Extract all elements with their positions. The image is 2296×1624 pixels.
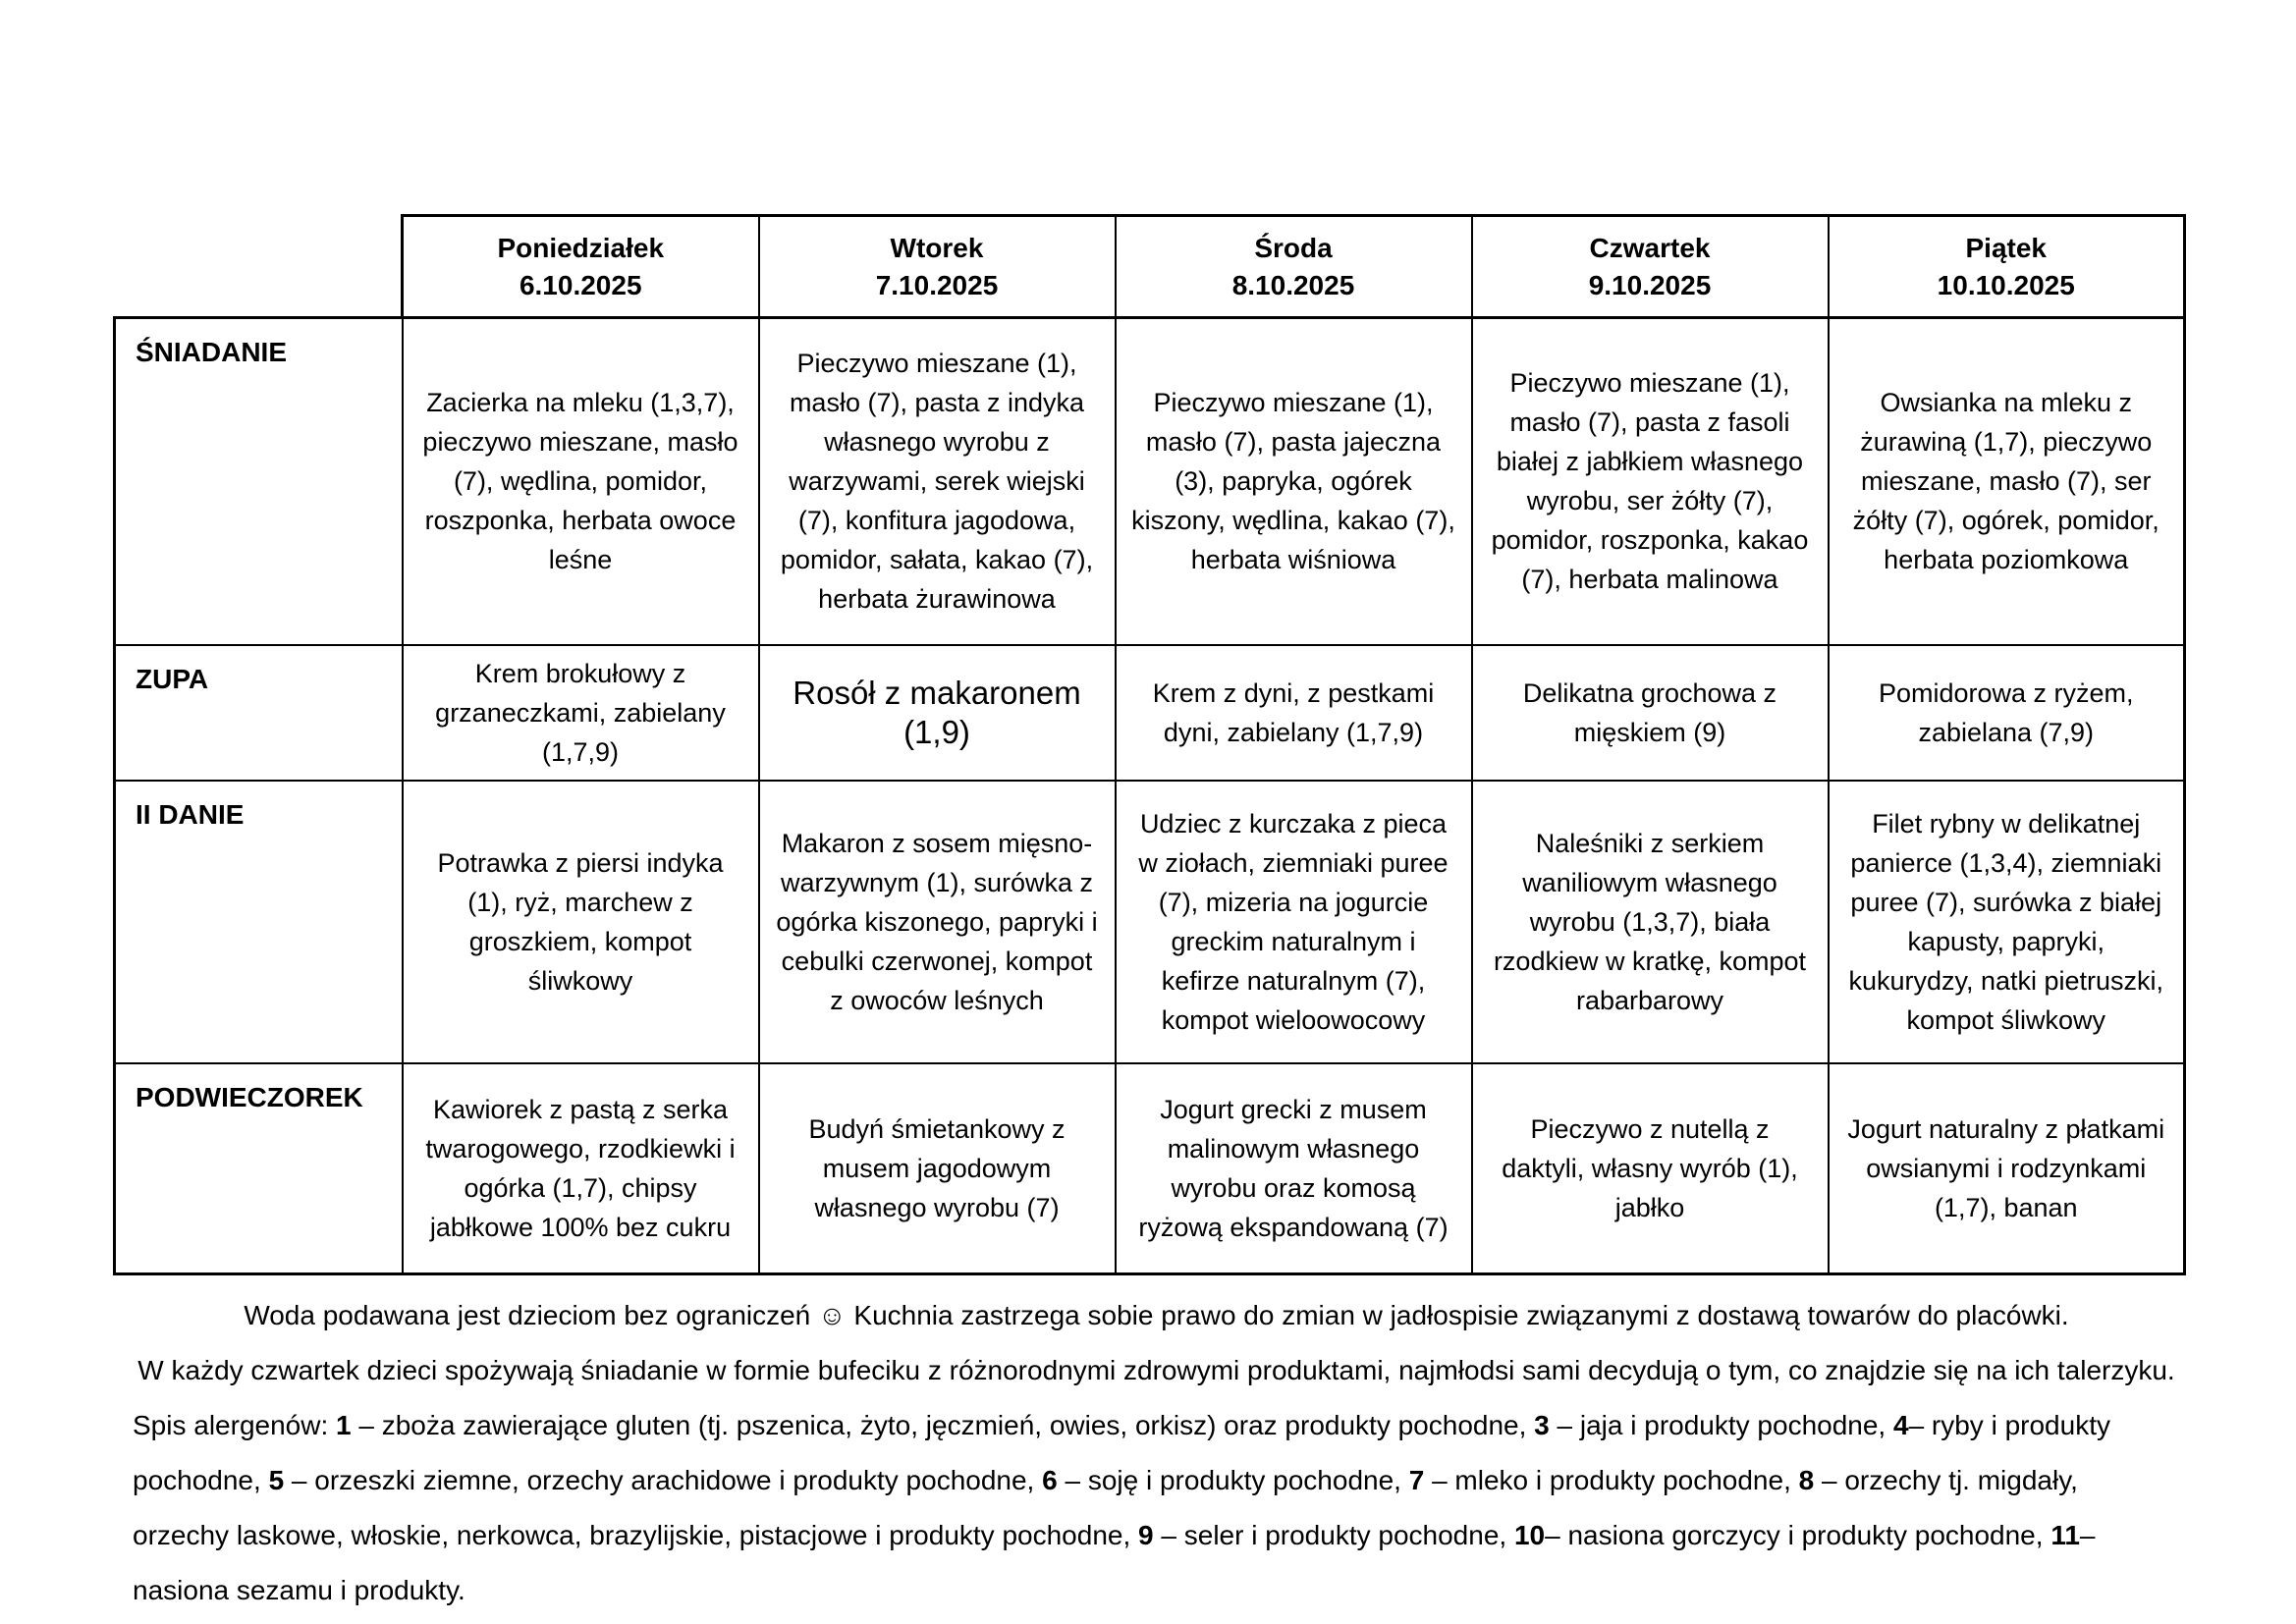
menu-cell-zupa-piatek: Pomidorowa z ryżem, zabielana (7,9) [1829,645,2185,781]
meal-row-zupa [115,645,2185,781]
allergen-text: – zboża zawierające gluten (tj. pszenica, żyto, jęczmień, owies, orkisz) oraz produkty pochodne, [351,1410,1535,1440]
note-thursday-buffet: W każdy czwartek dzieci spożywają śniadanie w formie bufeciku z różnorodnymi zdrowymi produktami, najmłodsi sami decydują o tym, co znajdzie się na ich talerzyku. [137,1355,2175,1385]
menu-cell-zupa-czwartek: Delikatna grochowa z mięskiem (9) [1472,645,1829,781]
day-header-piatek [1829,216,2185,318]
meal-row-ii-danie [115,781,2185,1063]
menu-cell-ii-danie-poniedzialek: Potrawka z piersi indyka (1), ryż, marchew z groszkiem, kompot śliwkowy [403,781,759,1063]
menu-cell-ii-danie-wtorek: Makaron z sosem mięsno-warzywnym (1), surówka z ogórka kiszonego, papryki i cebulki czerwonej, kompot z owoców leśnych [759,781,1116,1063]
allergen-text: – seler i produkty pochodne, [1153,1520,1514,1550]
weekly-menu-table [113,214,2186,1275]
menu-cell-ii-danie-czwartek: Naleśniki z serkiem waniliowym własnego wyrobu (1,3,7), biała rzodkiew w kratkę, kompot rabarbarowy [1472,781,1829,1063]
allergen-number: 10 [1513,1520,1546,1550]
meal-row-sniadanie [115,318,2185,645]
day-header-poniedzialek [403,216,759,318]
day-date: 6.10.2025 [519,269,642,300]
day-name: Czwartek [1589,232,1711,263]
menu-cell-sniadanie-wtorek: Pieczywo mieszane (1), masło (7), pasta z indyka własnego wyrobu z warzywami, serek wiejski (7), konfitura jagodowa, pomidor, sałata, kakao (7), herbata żurawinowa [759,318,1116,645]
day-header-wtorek [759,216,1116,318]
allergen-number: 9 [1138,1520,1154,1550]
day-name: Poniedziałek [497,232,665,263]
menu-cell-ii-danie-sroda: Udziec z kurczaka z pieca w ziołach, ziemniaki puree (7), mizeria na jogurcie greckim naturalnym i kefirze naturalnym (7), kompot wieloowocowy [1116,781,1472,1063]
allergen-text: – mleko i produkty pochodne, [1424,1465,1799,1495]
allergen-number: 4 [1892,1410,1909,1440]
row-label-zupa: ZUPA [115,645,403,781]
day-header-sroda [1116,216,1472,318]
menu-cell-sniadanie-sroda: Pieczywo mieszane (1), masło (7), pasta jajeczna (3), papryka, ogórek kiszony, wędlina, kakao (7), herbata wiśniowa [1116,318,1472,645]
menu-cell-ii-danie-piatek: Filet rybny w delikatnej panierce (1,3,4), ziemniaki puree (7), surówka z białej kapusty, papryki, kukurydzy, natki pietruszki, kompot śliwkowy [1829,781,2185,1063]
day-date: 7.10.2025 [875,269,999,300]
day-date: 8.10.2025 [1231,269,1355,300]
day-date: 9.10.2025 [1588,269,1712,300]
row-label-sniadanie: ŚNIADANIE [115,318,403,645]
allergen-number: 6 [1042,1465,1058,1495]
allergen-number: 3 [1534,1410,1550,1440]
meal-row-podwieczorek [115,1063,2185,1274]
menu-cell-podwieczorek-poniedzialek: Kawiorek z pastą z serka twarogowego, rzodkiewki i ogórka (1,7), chipsy jabłkowe 100% bez cukru [403,1063,759,1274]
row-label-podwieczorek: PODWIECZOREK [115,1063,403,1274]
day-date: 10.10.2025 [1937,269,2075,300]
allergen-text: – orzechy tj. migdały, orzechy laskowe, włoskie, nerkowca, brazylijskie, pistacjowe i produkty pochodne, [133,1465,2078,1550]
allergen-text: – nasiona gorczycy i produkty pochodne, [1545,1520,2051,1550]
allergen-text: – soję i produkty pochodne, [1057,1465,1409,1495]
menu-cell-zupa-poniedzialek: Krem brokułowy z grzaneczkami, zabielany (1,7,9) [403,645,759,781]
menu-cell-sniadanie-poniedzialek: Zacierka na mleku (1,3,7), pieczywo mieszane, masło (7), wędlina, pomidor, roszponka, herbata owoce leśne [403,318,759,645]
menu-cell-podwieczorek-sroda: Jogurt grecki z musem malinowym własnego wyrobu oraz komosą ryżową ekspandowaną (7) [1116,1063,1472,1274]
menu-cell-zupa-wtorek: Rosół z makaronem (1,9) [759,645,1116,781]
menu-cell-podwieczorek-wtorek: Budyń śmietankowy z musem jagodowym własnego wyrobu (7) [759,1063,1116,1274]
row-label-ii-danie: II DANIE [115,781,403,1063]
day-name: Środa [1254,232,1333,263]
allergen-text: – nasiona sezamu i produkty. [133,1520,2096,1605]
allergen-intro: Spis alergenów: [133,1410,337,1440]
day-name: Piątek [1965,232,2047,263]
footer-notes [133,1288,2180,1618]
menu-cell-sniadanie-piatek: Owsianka na mleku z żurawiną (1,7), pieczywo mieszane, masło (7), ser żółty (7), ogórek, pomidor, herbata poziomkowa [1829,318,2185,645]
menu-cell-podwieczorek-czwartek: Pieczywo z nutellą z daktyli, własny wyrób (1), jabłko [1472,1063,1829,1274]
allergen-number: 7 [1408,1465,1425,1495]
menu-cell-sniadanie-czwartek: Pieczywo mieszane (1), masło (7), pasta z fasoli białej z jabłkiem własnego wyrobu, ser żółty (7), pomidor, roszponka, kakao (7), herbata malinowa [1472,318,1829,645]
allergen-number: 5 [268,1465,285,1495]
allergen-text: – ryby i produkty pochodne, [133,1410,2110,1495]
allergen-text: – orzeszki ziemne, orzechy arachidowe i produkty pochodne, [284,1465,1043,1495]
day-name: Wtorek [890,232,984,263]
menu-cell-podwieczorek-piatek: Jogurt naturalny z płatkami owsianymi i rodzynkami (1,7), banan [1829,1063,2185,1274]
note-water: Woda podawana jest dzieciom bez ograniczeń ☺ Kuchnia zastrzega sobie prawo do zmian w jadłospisie związanymi z dostawą towarów do placówki. [244,1300,2069,1330]
allergen-text: – jaja i produkty pochodne, [1549,1410,1893,1440]
corner-empty-cell [115,216,403,318]
allergen-list [133,1398,2180,1618]
allergen-number: 11 [2050,1520,2080,1550]
day-header-czwartek [1472,216,1829,318]
menu-cell-zupa-sroda: Krem z dyni, z pestkami dyni, zabielany (1,7,9) [1116,645,1472,781]
allergen-number: 8 [1798,1465,1815,1495]
allergen-number: 1 [336,1410,352,1440]
header-row [115,216,2185,318]
